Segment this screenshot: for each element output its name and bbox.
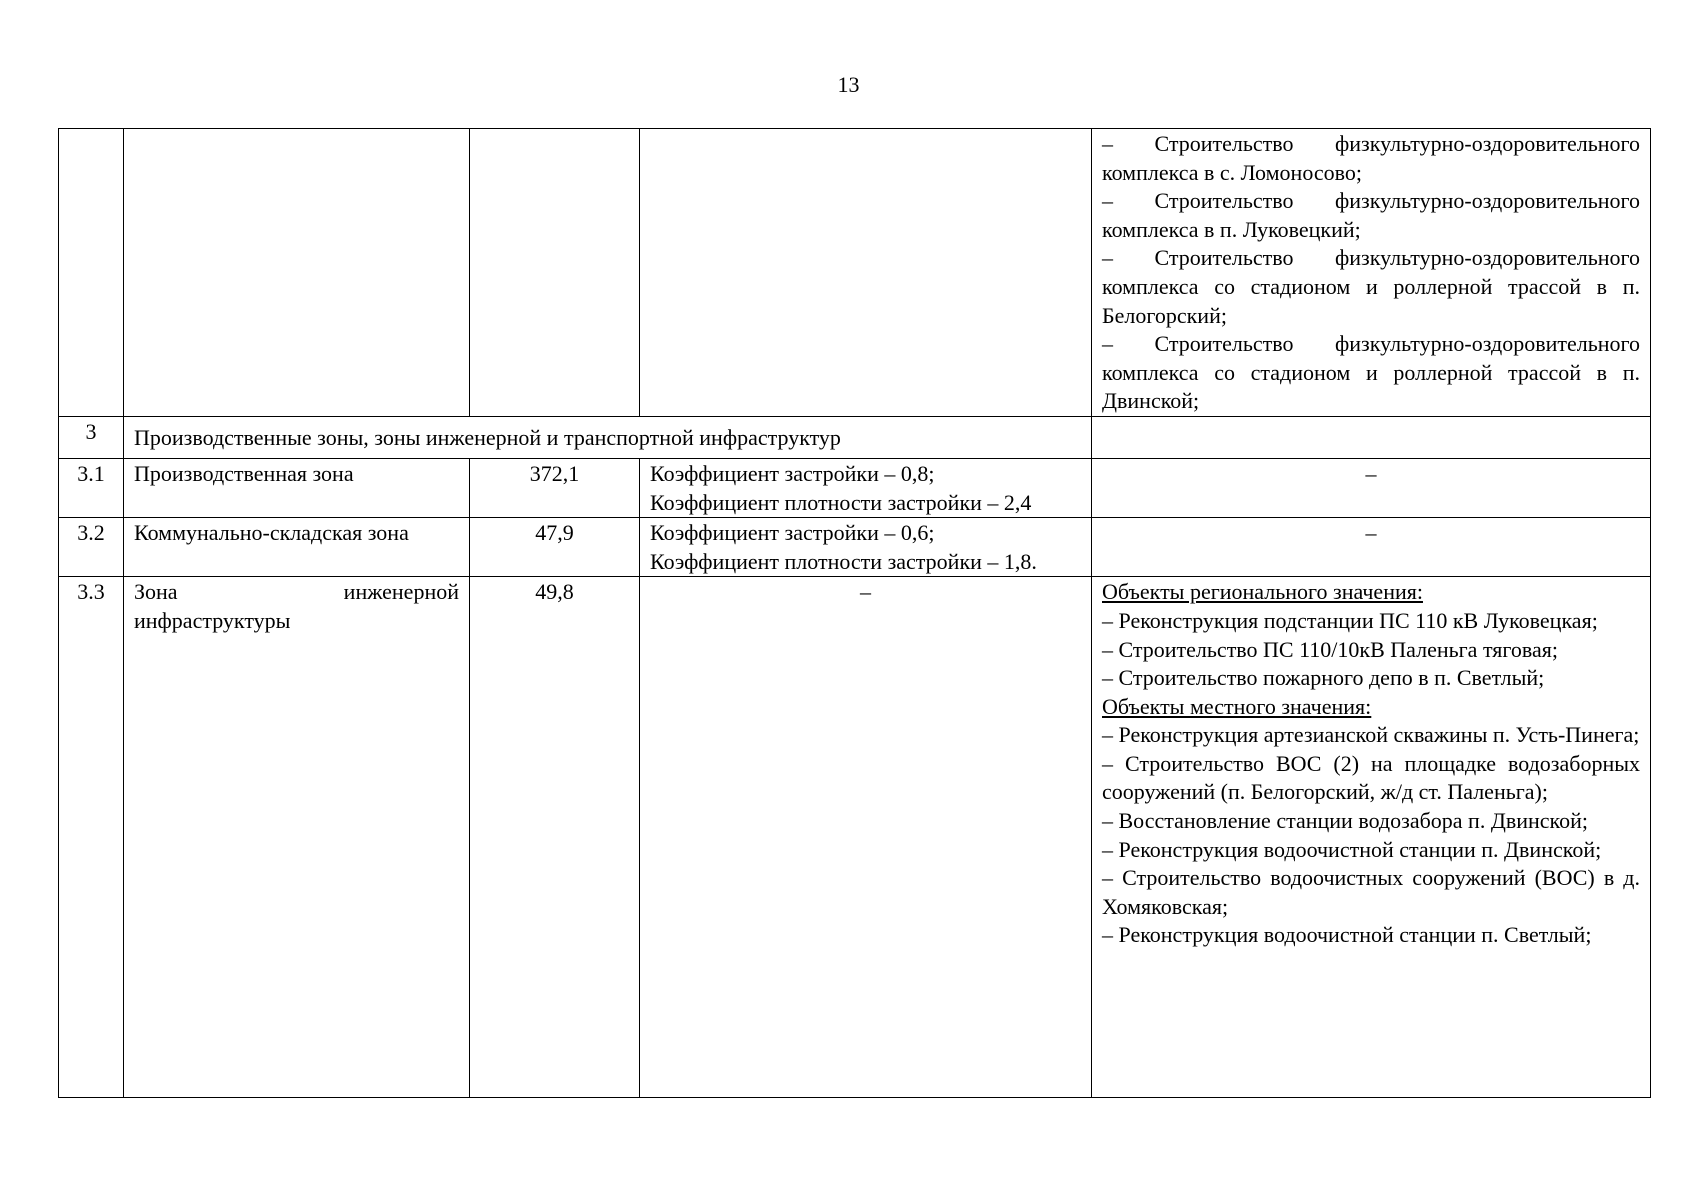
object-item: – Строительство физкультурно-оздоровительного комплекса со стадионом и роллерной трассой в п. Белогорский; [1102, 245, 1640, 328]
table-row [59, 458, 1651, 517]
object-item: – Строительство физкультурно-оздоровительного комплекса в п. Луковецкий; [1102, 188, 1640, 242]
table-row-section [59, 416, 1651, 458]
cell-area [470, 129, 640, 417]
cell-objects [1092, 577, 1651, 1098]
page-number: 13 [837, 72, 860, 97]
local-objects-heading: Объекты местного значения: [1102, 693, 1372, 719]
planning-zones-table [58, 128, 1651, 1098]
cell-objects: – [1092, 518, 1651, 577]
object-item: – Реконструкция артезианской скважины п. Усть-Пинега; [1102, 722, 1640, 748]
section-title: Производственные зоны, зоны инженерной и транспортной инфраструктур [124, 416, 1092, 458]
cell-params [640, 129, 1092, 417]
cell-params [640, 458, 1092, 517]
cell-area: 49,8 [470, 577, 640, 1098]
cell-num: 3 [59, 416, 124, 458]
table-row [59, 518, 1651, 577]
param-line: Коэффициент застройки – 0,8; [650, 460, 935, 486]
cell-params [640, 518, 1092, 577]
object-item: – Строительство ВОС (2) на площадке водозаборных сооружений (п. Белогорский, ж/д ст. Паленьга); [1102, 750, 1640, 805]
param-line: Коэффициент плотности застройки – 2,4 [650, 489, 1032, 515]
table-row-continuation [59, 129, 1651, 417]
object-item: – Строительство пожарного депо в п. Светлый; [1102, 665, 1545, 691]
object-item: – Восстановление станции водозабора п. Двинской; [1102, 808, 1588, 834]
cell-num [59, 129, 124, 417]
cell-zone-name: Коммунально-складская зона [124, 518, 470, 577]
cell-zone-name [124, 129, 470, 417]
object-item: – Реконструкция водоочистной станции п. Двинской; [1102, 836, 1602, 862]
cell-zone-name: Зона инженерной инфраструктуры [124, 577, 470, 1098]
param-line: Коэффициент застройки – 0,6; [650, 520, 935, 546]
cell-objects: – [1092, 458, 1651, 517]
cell-params: – [640, 577, 1092, 1098]
object-item: – Строительство физкультурно-оздоровительного комплекса со стадионом и роллерной трассой в п. Двинской; [1102, 331, 1640, 414]
cell-num: 3.3 [59, 577, 124, 1098]
table-row [59, 577, 1651, 1098]
object-item: – Строительство физкультурно-оздоровительного комплекса в с. Ломоносово; [1102, 131, 1640, 185]
cell-area: 47,9 [470, 518, 640, 577]
object-item: – Строительство водоочистных сооружений (ВОС) в д. Хомяковская; [1102, 865, 1640, 919]
cell-num: 3.1 [59, 458, 124, 517]
regional-objects-heading: Объекты регионального значения: [1102, 579, 1423, 605]
cell-objects [1092, 416, 1651, 458]
cell-zone-name: Производственная зона [124, 458, 470, 517]
object-item: – Реконструкция подстанции ПС 110 кВ Луковецкая; [1102, 607, 1598, 633]
cell-area: 372,1 [470, 458, 640, 517]
object-item: – Реконструкция водоочистной станции п. Светлый; [1102, 922, 1592, 948]
object-item: – Строительство ПС 110/10кВ Паленьга тяговая; [1102, 636, 1558, 662]
param-line: Коэффициент плотности застройки – 1,8. [650, 548, 1037, 574]
cell-num: 3.2 [59, 518, 124, 577]
cell-objects [1092, 129, 1651, 417]
